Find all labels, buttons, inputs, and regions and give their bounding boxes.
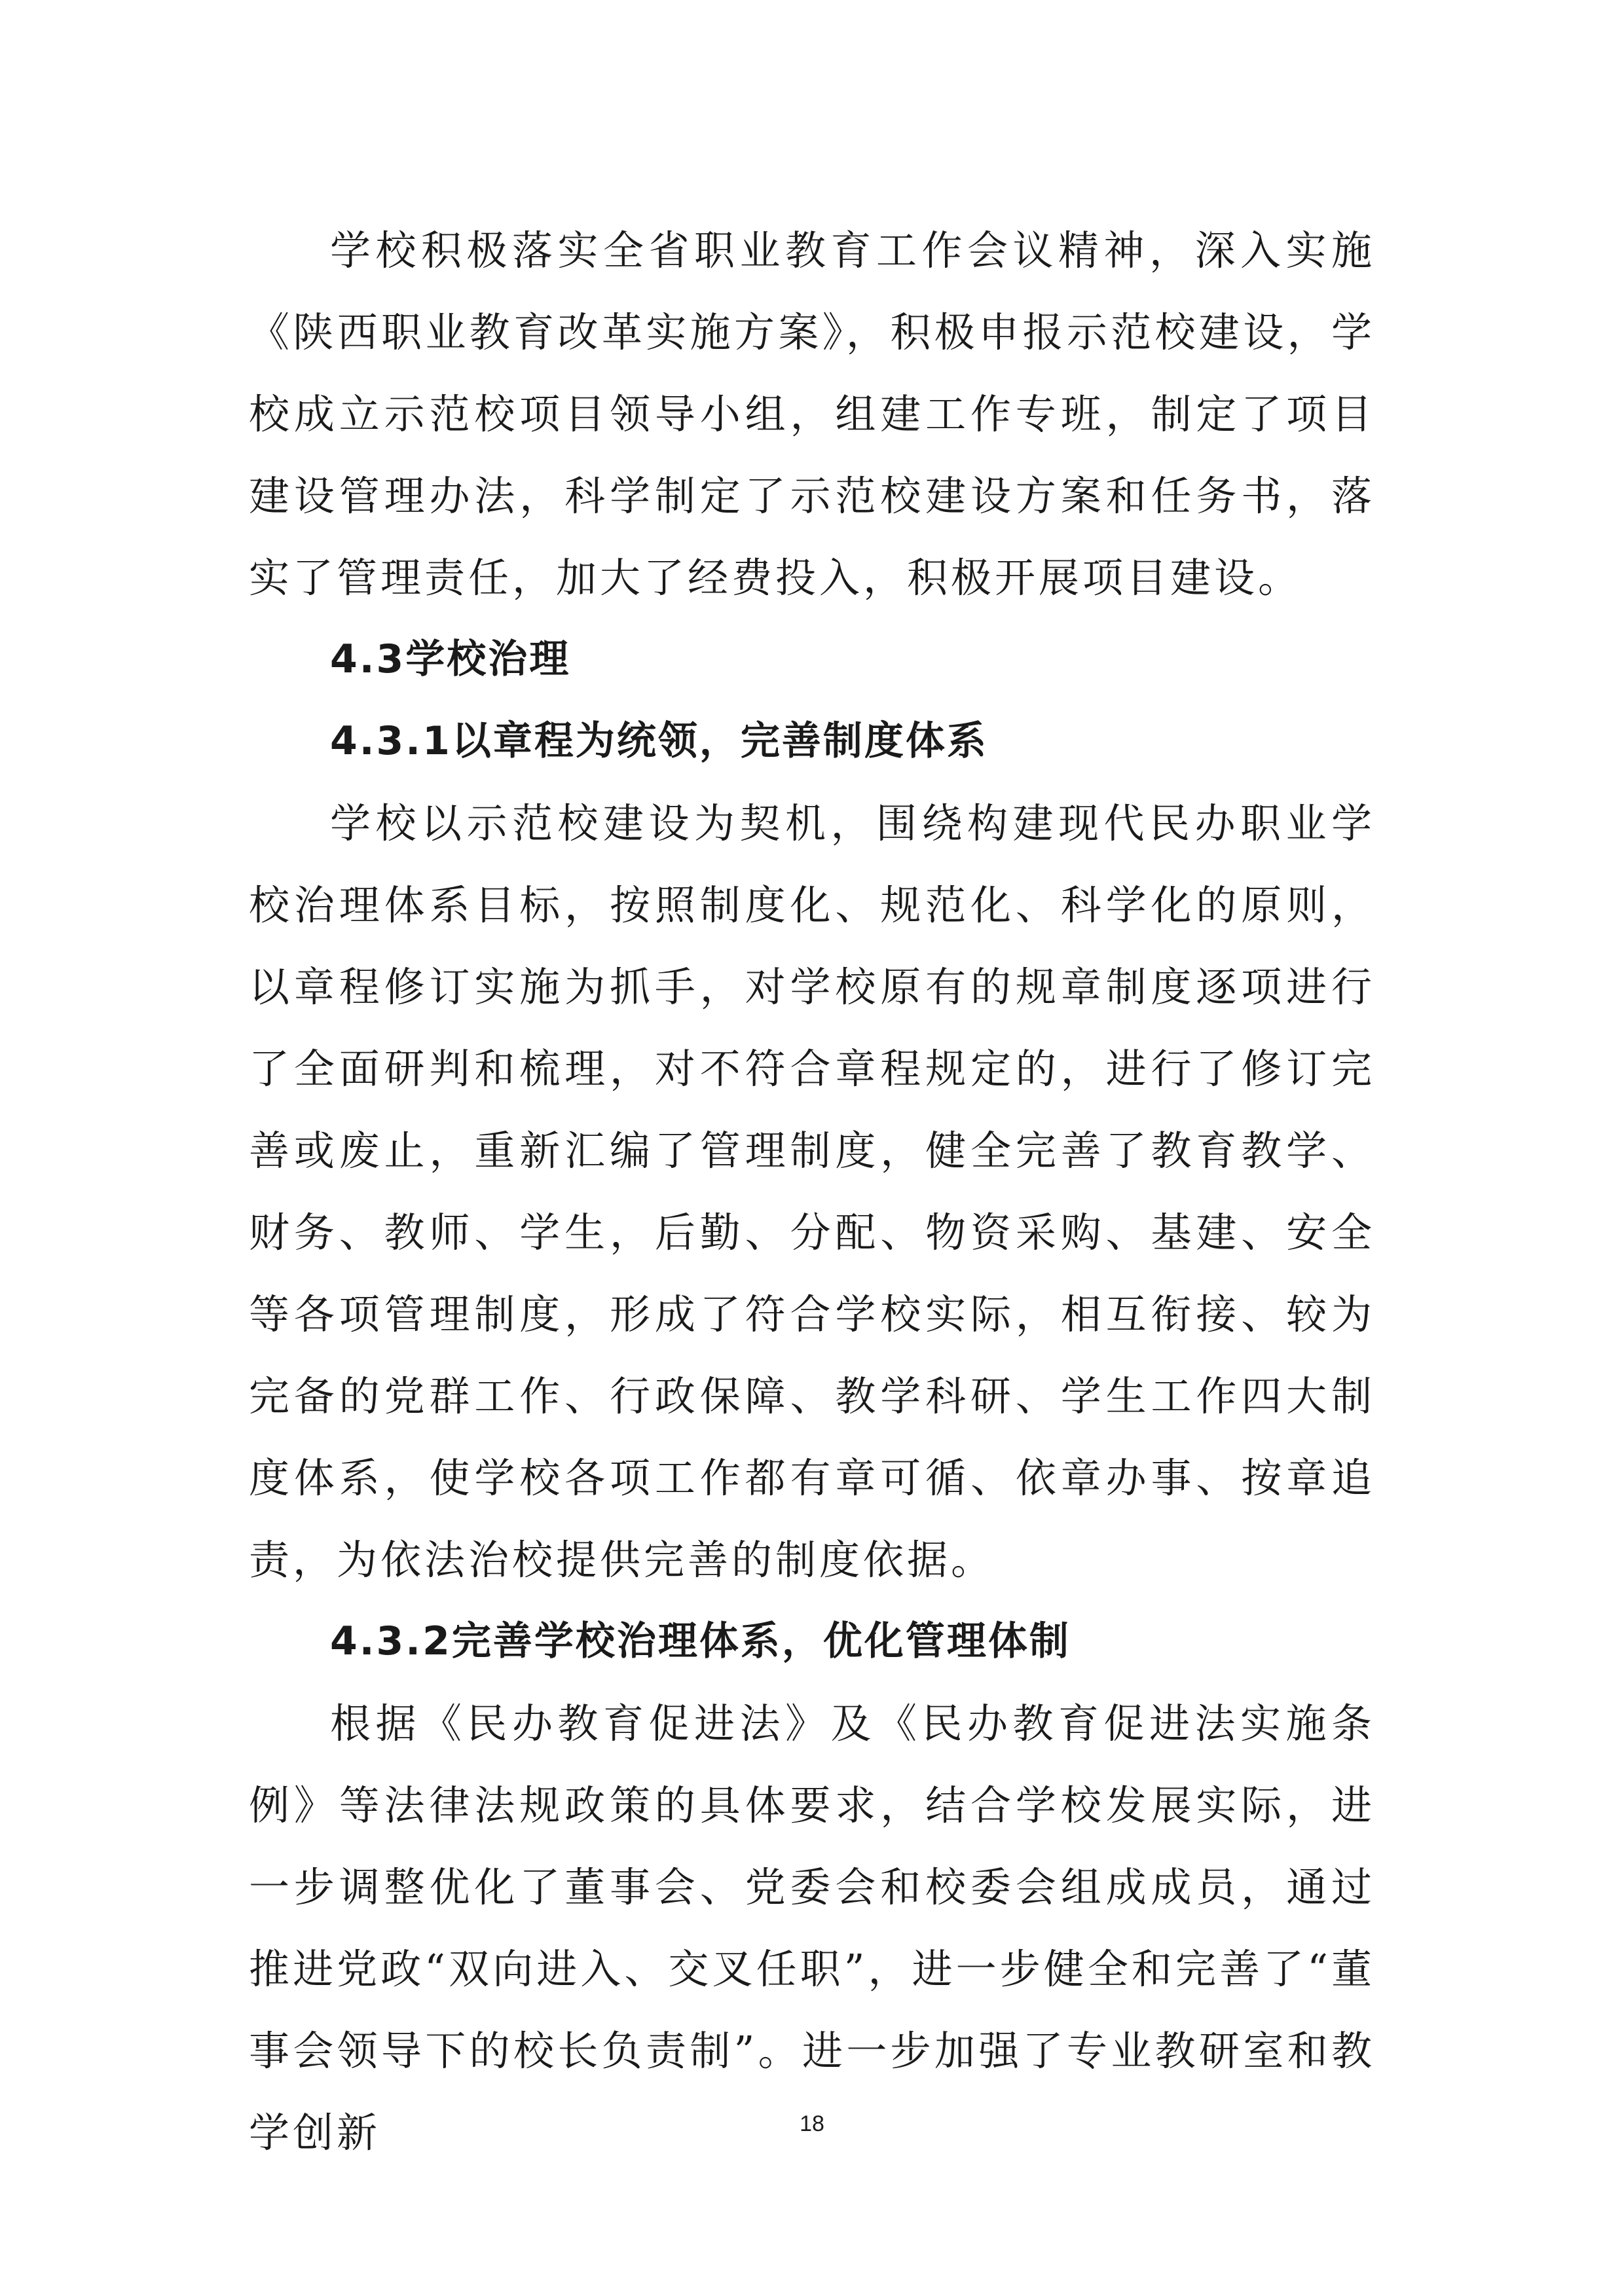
- page-number: 18: [800, 2111, 824, 2136]
- subsection-heading-governance-structure: 4.3.2完善学校治理体系，优化管理体制: [330, 1618, 1071, 1664]
- paragraph-demonstration-school: 学校积极落实全省职业教育工作会议精神，深入实施《陕西职业教育改革实施方案》，积极申报示范校建设，学校成立示范校项目领导小组，组建工作专班，制定了项目建设管理办法，科学制定了示范校建设方案和任务书，落实了管理责任，加大了经费投入，积极开展项目建设。: [249, 227, 1375, 602]
- paragraph-governance-structure: 根据《民办教育促进法》及《民办教育促进法实施条例》等法律法规政策的具体要求，结合学校发展实际，进一步调整优化了董事会、党委会和校委会组成成员，通过推进党政“双向进入、交叉任职”，进一步健全和完善了“董事会领导下的校长负责制”。进一步加强了专业教研室和教学创新: [249, 1700, 1375, 2157]
- paragraph-charter-system: 学校以示范校建设为契机，围绕构建现代民办职业学校治理体系目标，按照制度化、规范化、科学化的原则，以章程修订实施为抓手，对学校原有的规章制度逐项进行了全面研判和梳理，对不符合章程规定的，进行了修订完善或废止，重新汇编了管理制度，健全完善了教育教学、财务、教师、学生，后勤、分配、物资采购、基建、安全等各项管理制度，形成了符合学校实际，相互衔接、较为完备的党群工作、行政保障、教学科研、学生工作四大制度体系，使学校各项工作都有章可循、依章办事、按章追责，为依法治校提供完善的制度依据。: [249, 799, 1375, 1584]
- subsection-heading-charter-system: 4.3.1以章程为统领，完善制度体系: [330, 718, 988, 764]
- document-body: [249, 210, 1375, 2174]
- section-heading-school-governance: 4.3学校治理: [330, 636, 571, 682]
